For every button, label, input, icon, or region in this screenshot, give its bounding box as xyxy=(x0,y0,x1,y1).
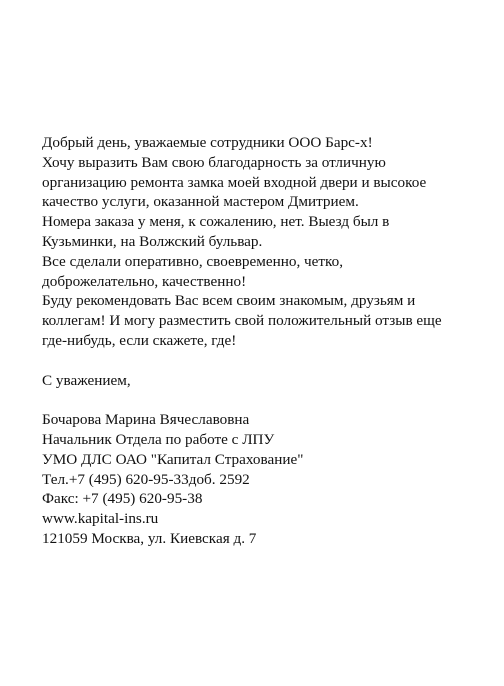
signature-fax: Факс: +7 (495) 620-95-38 xyxy=(42,490,203,508)
body-line: доброжелательно, качественно! xyxy=(42,272,247,290)
body-line: организацию ремонта замка моей входной двери и высокое xyxy=(42,173,427,191)
paragraph-gap xyxy=(42,390,497,410)
body-line: Добрый день, уважаемые сотрудники ООО Барс-х! xyxy=(42,134,373,151)
body-line: где-нибудь, если скажете, где! xyxy=(42,331,237,349)
body-line: Кузьминки, на Волжский бульвар. xyxy=(42,232,263,250)
signature-name: Бочарова Марина Вячеславовна xyxy=(42,411,250,429)
signature-position: Начальник Отдела по работе с ЛПУ xyxy=(42,430,275,448)
body-line: Номера заказа у меня, к сожалению, нет. Выезд был в xyxy=(42,213,390,231)
signature-phone: Тел.+7 (495) 620-95-33доб. 2592 xyxy=(42,470,250,488)
closing-line: С уважением, xyxy=(42,371,131,389)
body-line: коллегам! И могу разместить свой положительный отзыв еще xyxy=(42,312,442,330)
body-line: Все сделали оперативно, своевременно, четко, xyxy=(42,252,344,270)
letter xyxy=(42,133,497,549)
signature-website: www.kapital-ins.ru xyxy=(42,510,159,528)
body-line: Буду рекомендовать Вас всем своим знакомым, друзьям и xyxy=(42,292,416,310)
signature-organization: УМО ДЛС ОАО "Капитал Страхование" xyxy=(42,450,304,468)
body-line: качество услуги, оказанной мастером Дмитрием. xyxy=(42,193,359,211)
body-line: Хочу выразить Вам свою благодарность за отличную xyxy=(42,153,386,171)
paragraph-gap xyxy=(42,351,497,371)
signature-address: 121059 Москва, ул. Киевская д. 7 xyxy=(42,529,257,547)
